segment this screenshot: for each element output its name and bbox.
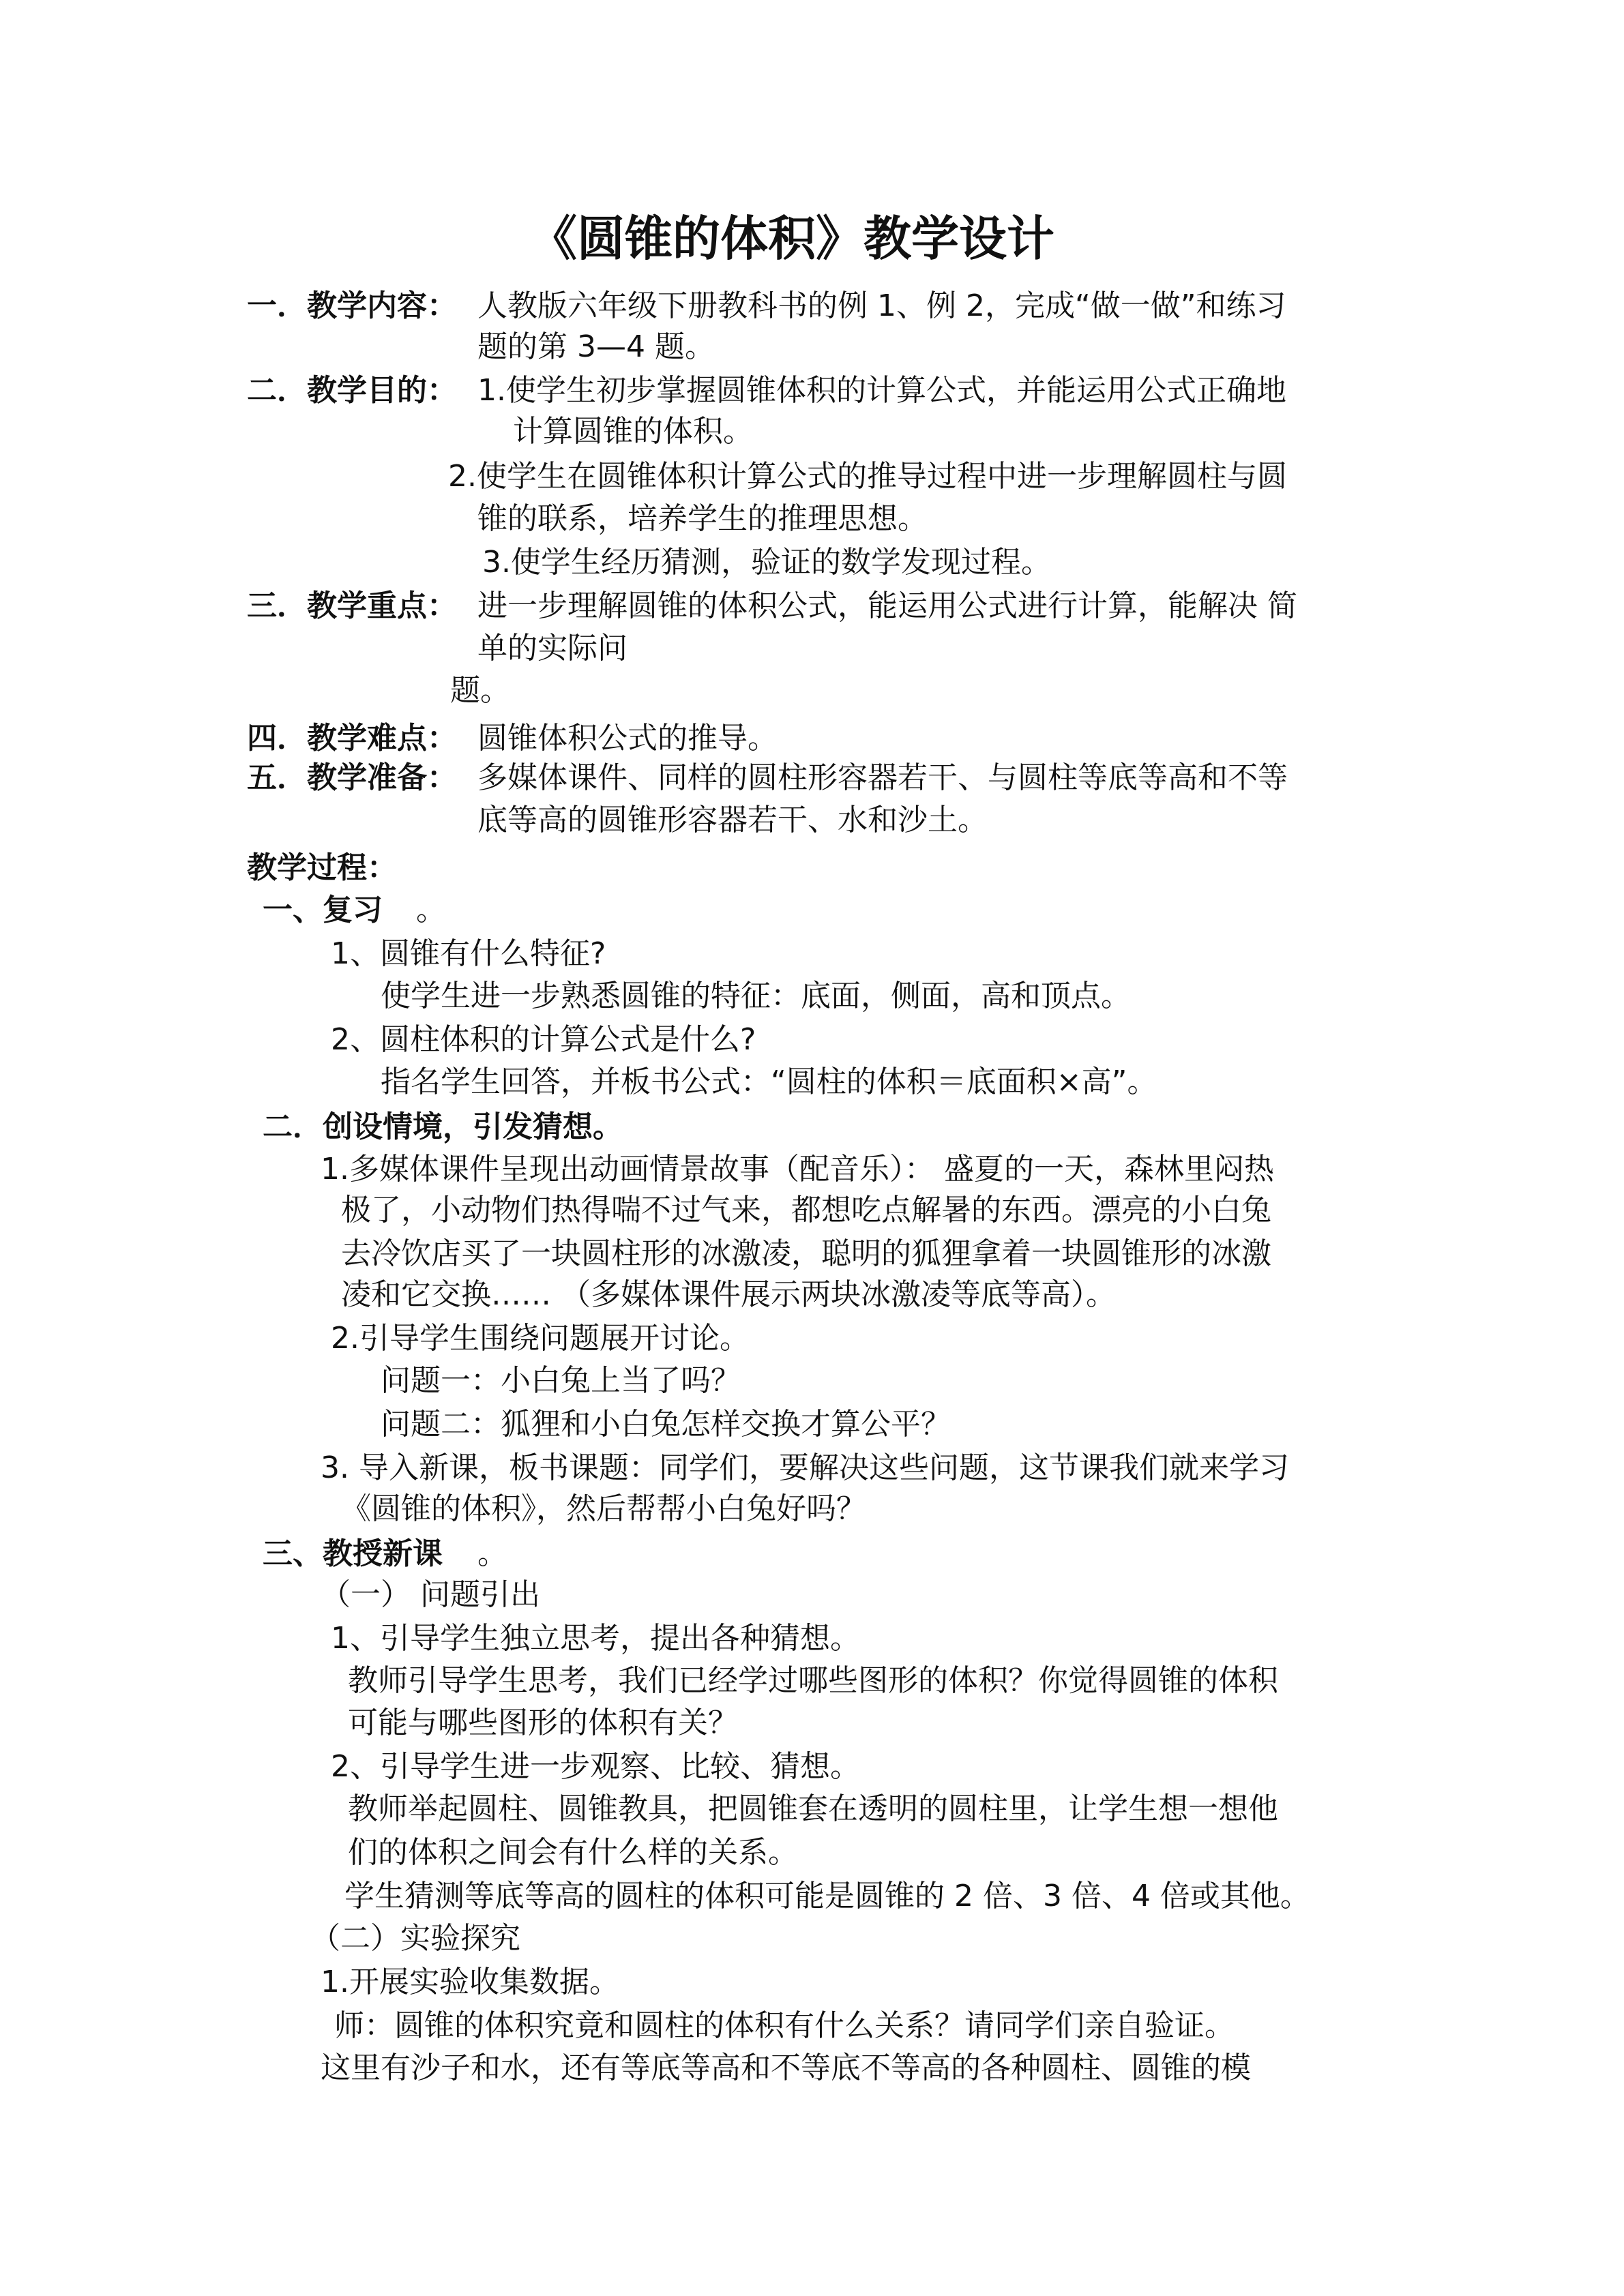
objective-line: 锥的联系，培养学生的推理思想。: [477, 501, 928, 536]
scenario-line: 问题一：小白兔上当了吗？: [381, 1363, 741, 1398]
preparation-line: 多媒体课件、同样的圆柱形容器若干、与圆柱等底等高和不等: [477, 760, 1288, 795]
new-lesson-line: 教师举起圆柱、圆锥教具，把圆锥套在透明的圆柱里，让学生想一想他: [348, 1791, 1278, 1826]
new-lesson-line: 教师引导学生思考，我们已经学过哪些图形的体积？你觉得圆锥的体积: [348, 1663, 1278, 1698]
key-point-line: 进一步理解圆锥的体积公式，能运用公式进行计算，能解决 简: [477, 588, 1297, 623]
new-lesson-line: 们的体积之间会有什么样的关系。: [348, 1835, 798, 1870]
scenario-line: 3. 导入新课，板书课题：同学们，要解决这些问题，这节课我们就来学习: [321, 1450, 1289, 1485]
new-lesson-line: 学生猜测等底等高的圆柱的体积可能是圆锥的 2 倍、3 倍、4 倍或其他。: [344, 1879, 1310, 1913]
objectives-label: 二．教学目的：: [247, 373, 457, 408]
scenario-line: 凌和它交换…… （多媒体课件展示两块冰激凌等底等高）。: [341, 1277, 1116, 1312]
preparation-label: 五．教学准备：: [247, 760, 457, 795]
key-points-label: 三．教学重点：: [247, 588, 457, 623]
difficulty-label: 四．教学难点：: [247, 721, 457, 756]
scenario-line: 极了，小动物们热得喘不过气来，都想吃点解暑的东西。漂亮的小白兔: [341, 1193, 1271, 1227]
review-line: 指名学生回答，并板书公式：“圆柱的体积＝底面积×高”。: [381, 1064, 1157, 1099]
scenario-heading: 二．创设情境，引发猜想。: [263, 1109, 623, 1144]
objective-line: 3.使学生经历猜测，验证的数学发现过程。: [482, 545, 1051, 580]
review-heading-suffix: 。: [416, 893, 446, 927]
content-label: 一．教学内容：: [247, 288, 457, 323]
new-lesson-heading-suffix: 。: [477, 1536, 507, 1571]
preparation-line: 底等高的圆锥形容器若干、水和沙土。: [477, 803, 988, 837]
new-lesson-line: 可能与哪些图形的体积有关？: [348, 1705, 738, 1740]
new-lesson-line: 这里有沙子和水，还有等底等高和不等底不等高的各种圆柱、圆锥的模: [321, 2051, 1251, 2085]
content-line: 人教版六年级下册教科书的例 1、例 2，完成“做一做”和练习: [477, 288, 1286, 323]
scenario-line: 问题二：狐狸和小白兔怎样交换才算公平？: [381, 1407, 951, 1442]
document-title: 《圆锥的体积》教学设计: [529, 211, 1054, 267]
new-lesson-line: 1.开展实验收集数据。: [321, 1965, 619, 1999]
process-heading: 教学过程：: [247, 850, 397, 885]
scenario-line: 2.引导学生围绕问题展开讨论。: [331, 1321, 750, 1356]
new-lesson-line: 2、引导学生进一步观察、比较、猜想。: [331, 1749, 860, 1784]
new-lesson-line: 1、引导学生独立思考，提出各种猜想。: [331, 1621, 860, 1656]
key-point-line: 单的实际问: [477, 631, 628, 666]
new-lesson-line: （一） 问题引出: [321, 1577, 540, 1612]
review-line: 2、圆柱体积的计算公式是什么?: [331, 1022, 756, 1057]
objective-line: 2.使学生在圆锥体积计算公式的推导过程中进一步理解圆柱与圆: [448, 459, 1287, 494]
scenario-line: 《圆锥的体积》，然后帮帮小白兔好吗？: [341, 1491, 866, 1526]
difficulty-line: 圆锥体积公式的推导。: [477, 721, 778, 756]
scenario-line: 1.多媒体课件呈现出动画情景故事（配音乐）： 盛夏的一天，森林里闷热: [321, 1152, 1274, 1187]
review-heading: 一、复习: [263, 893, 383, 927]
objective-line: 1.使学生初步掌握圆锥体积的计算公式，并能运用公式正确地: [477, 373, 1286, 408]
content-line: 题的第 3—4 题。: [477, 329, 715, 364]
key-point-line: 题。: [450, 673, 510, 708]
new-lesson-line: 师：圆锥的体积究竟和圆柱的体积有什么关系？请同学们亲自验证。: [334, 2008, 1235, 2043]
scenario-line: 去冷饮店买了一块圆柱形的冰激凌，聪明的狐狸拿着一块圆锥形的冰激: [341, 1236, 1271, 1271]
review-line: 1、圆锥有什么特征?: [331, 936, 606, 971]
new-lesson-line: （二）实验探究: [310, 1921, 520, 1956]
new-lesson-heading: 三、教授新课: [263, 1536, 443, 1571]
objective-line: 计算圆锥的体积。: [513, 414, 753, 449]
review-line: 使学生进一步熟悉圆锥的特征：底面，侧面，高和顶点。: [381, 979, 1131, 1013]
